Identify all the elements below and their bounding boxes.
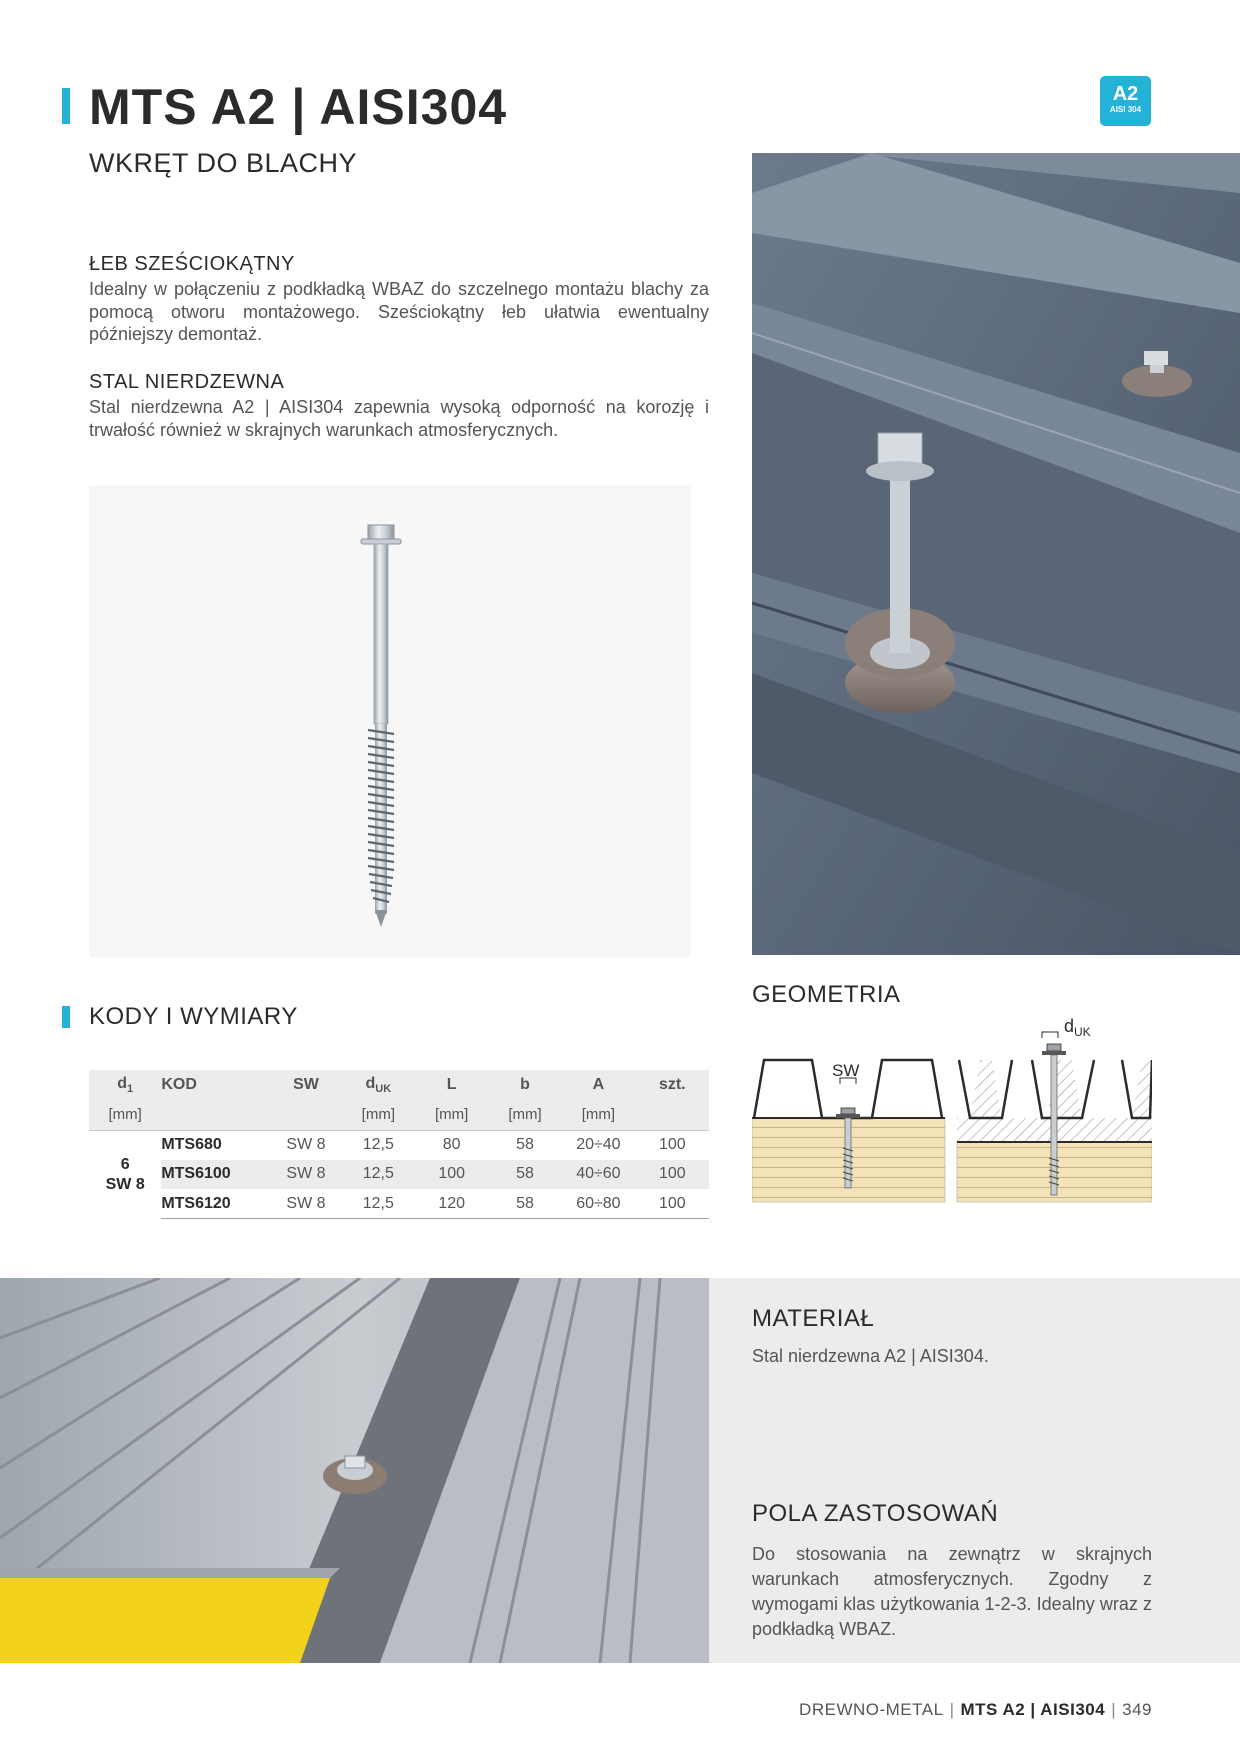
d1-sw: SW 8 [105,1175,145,1193]
unit-a: [mm] [561,1100,635,1130]
col-szt: szt. [636,1070,709,1100]
roof-photo-bottom [0,1278,709,1663]
feature-heading: STAL NIERDZEWNA [89,371,285,393]
codes-accent-bar [62,1006,70,1028]
cell-l: 100 [414,1160,488,1190]
table-header-row [89,1070,709,1100]
cell-a: 40÷60 [561,1160,635,1190]
application-title: POLA ZASTOSOWAŃ [752,1500,999,1527]
unit-duk: [mm] [342,1100,414,1130]
cell-szt: 100 [636,1160,709,1190]
application-text: Do stosowania na zewnątrz w skrajnych warunkach atmosferycznych. Zgodny z wymogami klas użytkowania 1-2-3. Idealny wraz z podkładką WBAZ. [752,1544,1152,1639]
col-duk: $d_{UK}$ [342,1070,414,1100]
cell-b: 58 [489,1189,561,1219]
cell-duk: 12,5 [342,1130,414,1160]
cell-sw: SW 8 [270,1189,342,1219]
product-image [89,485,691,957]
material-badge [1100,76,1151,126]
footer-product: MTS A2 | AISI304 [960,1700,1106,1719]
col-l: L [414,1070,488,1100]
cell-duk: 12,5 [342,1160,414,1190]
unit-l: [mm] [414,1100,488,1130]
d1-value: 6 [120,1155,130,1173]
geometry-title: GEOMETRIA [752,981,901,1008]
material-title: MATERIAŁ [752,1305,875,1332]
cell-a: 60÷80 [561,1189,635,1219]
codes-title: KODY I WYMIARY [89,1003,298,1030]
badge-sub-label: AISI 304 [1109,105,1142,114]
page-footer: DREWNO-METAL | MTS A2 | AISI304 | 349 [799,1700,1152,1719]
page-subtitle: WKRĘT DO BLACHY [89,148,358,178]
page-number: 349 [1122,1700,1152,1719]
cell-kod: MTS6100 [161,1160,270,1190]
material-text: Stal nierdzewna A2 | AISI304. [752,1346,989,1366]
cell-a: 20÷40 [561,1130,635,1160]
feature-stainless [89,371,709,441]
unit-b: [mm] [489,1100,561,1130]
roof-photo-illustration [752,153,1240,955]
feature-text: Stal nierdzewna A2 | AISI304 zapewnia wysoką odporność na korozję i trwałość również w skrajnych warunkach atmosferycznych. [89,397,709,440]
col-kod: KOD [161,1070,270,1100]
col-b: b [489,1070,561,1100]
cell-szt: 100 [636,1189,709,1219]
col-a: A [561,1070,635,1100]
dimensions-table [89,1070,709,1219]
geometry-diagram [752,1018,1152,1218]
table-row [89,1130,709,1160]
cell-b: 58 [489,1160,561,1190]
page-title: MTS A2 | AISI304 [89,79,508,135]
cell-kod: MTS6120 [161,1189,270,1219]
unit-d1: [mm] [89,1100,161,1130]
sw-label: SW [832,1061,860,1080]
roof-photo-top [752,153,1240,955]
duk-label: $d_{UK}$ [1064,1018,1091,1039]
cell-duk: 12,5 [342,1189,414,1219]
col-sw: SW [270,1070,342,1100]
cell-szt: 100 [636,1130,709,1160]
title-accent-bar [62,88,70,124]
cell-l: 80 [414,1130,488,1160]
d1-cell [89,1130,161,1219]
cell-sw: SW 8 [270,1130,342,1160]
footer-section: DREWNO-METAL [799,1700,944,1719]
table-row [89,1189,709,1219]
badge-main-label: A2 [1112,83,1139,105]
cell-l: 120 [414,1189,488,1219]
screw-illustration [89,485,691,957]
table-unit-row [89,1100,709,1130]
cell-sw: SW 8 [270,1160,342,1190]
cell-kod: MTS680 [161,1130,270,1160]
roof-photo-bottom-illustration [0,1278,709,1663]
cell-b: 58 [489,1130,561,1160]
feature-hex-head [89,253,709,346]
table-row [89,1160,709,1190]
feature-heading: ŁEB SZEŚCIOKĄTNY [89,253,295,275]
feature-text: Idealny w połączeniu z podkładką WBAZ do szczelnego montażu blachy za pomocą otworu montażowego. Sześciokątny łeb ułatwia ewentualny późniejszy demontaż. [89,279,709,344]
col-d1: $d_1$ [89,1070,161,1100]
